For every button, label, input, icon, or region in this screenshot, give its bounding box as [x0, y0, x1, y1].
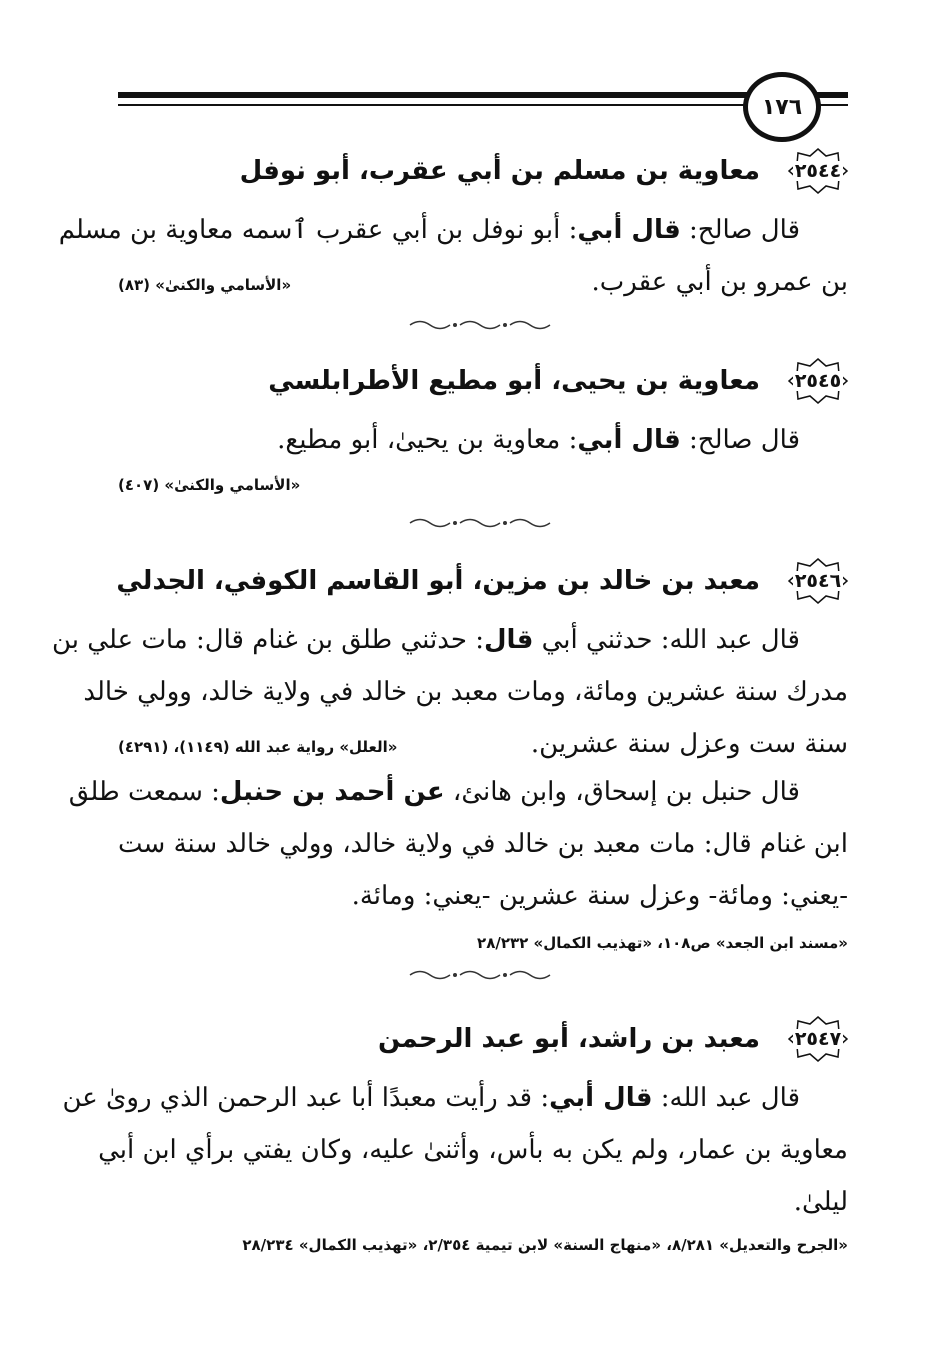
- entry-title: معاوية بن يحيى، أبو مطيع الأطرابلسي: [268, 366, 760, 396]
- entry-number: ٢٥٤٤: [794, 160, 842, 182]
- entry-2545: [118, 355, 848, 505]
- text-line: قال صالح: قال أبي: معاوية بن يحيىٰ، أبو مطيع.: [277, 425, 800, 455]
- entry-2546: [52, 555, 848, 960]
- entry-heading: [118, 1013, 848, 1065]
- source-citation: «العلل» رواية عبد الله (١١٤٩)، (٤٢٩١): [118, 738, 398, 756]
- header-rule: [118, 104, 748, 106]
- source-citation: «مسند ابن الجعد» ص١٠٨، «تهذيب الكمال» ٢٨/٢٣٢: [477, 934, 848, 952]
- section-divider-ornament-icon: [408, 318, 558, 332]
- text-line: -يعني: ومائة- وعزل سنة عشرين -يعني: ومائة.: [351, 881, 848, 911]
- source-citation: «الأسامي والكنىٰ» (٨٣): [118, 276, 292, 294]
- entry-heading: [118, 145, 848, 197]
- entry-title: معبد بن راشد، أبو عبد الرحمن: [378, 1024, 760, 1054]
- section-divider-ornament-icon: [408, 968, 558, 982]
- text-line: سنة ست وعزل سنة عشرين.: [530, 729, 848, 759]
- text-line: قال حنبل بن إسحاق، وابن هانئ، عن أحمد بن حنبل: سمعت طلق: [68, 777, 800, 807]
- entry-number-badge: [788, 148, 848, 194]
- text-line: مدرك سنة عشرين ومائة، ومات معبد بن خالد في ولاية خالد، وولي خالد: [83, 677, 848, 707]
- entry-number: ٢٥٤٧: [794, 1028, 842, 1050]
- entry-number-badge: [788, 358, 848, 404]
- entry-heading: [118, 555, 848, 607]
- entry-number: ٢٥٤٦: [794, 570, 842, 592]
- entry-number-badge: [788, 1016, 848, 1062]
- text-line: ابن غنام قال: مات معبد بن خالد في ولاية خالد، وولي خالد سنة ست: [118, 829, 848, 859]
- page-number: ١٧٦: [743, 72, 821, 142]
- text-line: ليلىٰ.: [793, 1187, 848, 1217]
- entry-title: معبد بن خالد بن مزين، أبو القاسم الكوفي، الجدلي: [116, 566, 760, 596]
- section-divider-ornament-icon: [408, 516, 558, 530]
- entry-number-badge: [788, 558, 848, 604]
- entry-2547: [62, 1013, 848, 1273]
- page-header: [118, 70, 848, 140]
- text-line: قال عبد الله: قال أبي: قد رأيت معبدًا أبا عبد الرحمن الذي روىٰ عن: [62, 1083, 800, 1113]
- source-citation: «الأسامي والكنىٰ» (٤٠٧): [118, 476, 301, 494]
- text-line: معاوية بن عمار، ولم يكن به بأس، وأثنىٰ عليه، وكان يفتي برأي ابن أبي: [98, 1135, 848, 1165]
- entry-2544: [58, 145, 848, 305]
- text-line: قال صالح: قال أبي: أبو نوفل بن أبي عقرب ٱسمه معاوية بن مسلم: [58, 215, 800, 245]
- entry-title: معاوية بن مسلم بن أبي عقرب، أبو نوفل: [239, 156, 760, 186]
- text-line: بن عمرو بن أبي عقرب.: [591, 267, 848, 297]
- header-rule: [118, 92, 748, 98]
- entry-number: ٢٥٤٥: [794, 370, 842, 392]
- source-citation: «الجرح والتعديل» ٨/٢٨١، «منهاج السنة» لابن تيمية ٢/٣٥٤، «تهذيب الكمال» ٢٨/٢٣٤: [242, 1236, 848, 1254]
- text-line: قال عبد الله: حدثني أبي قال: حدثني طلق بن غنام قال: مات علي بن: [52, 625, 800, 655]
- entry-heading: [118, 355, 848, 407]
